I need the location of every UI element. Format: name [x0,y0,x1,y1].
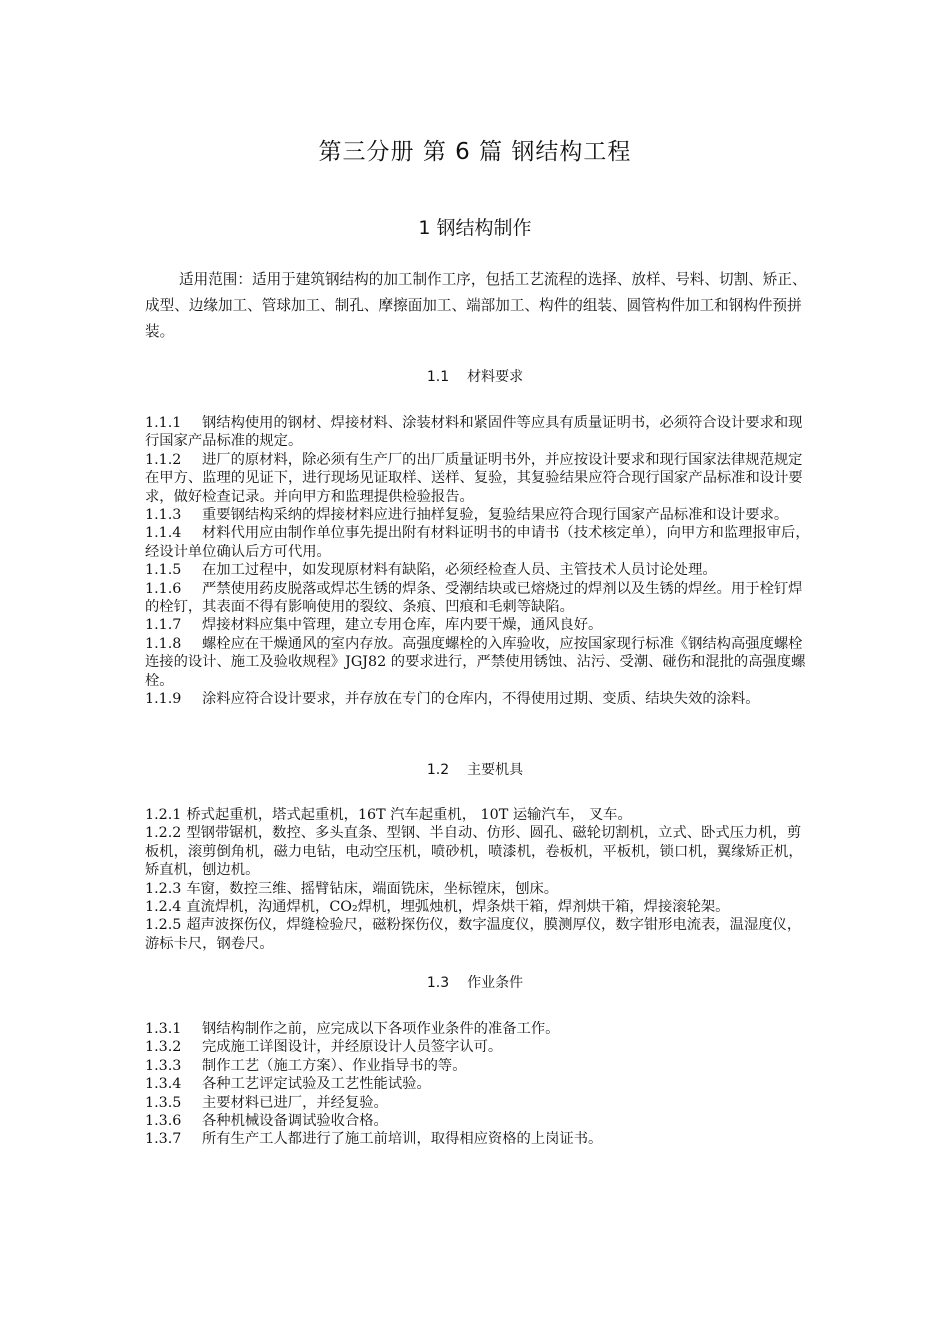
section-heading-text: 主要机具 [467,762,524,778]
list-item: 1.1.2 进厂的原材料，除必须有生产厂的出厂质量证明书外，并应按设计要求和现行国家法律规范规定在甲方、监理的见证下，进行现场见证取样、送样、复验，其复验结果应符合现行国家产品标准和设计要求，做好检查记录。并向甲方和监理提供检验报告。 [145,451,803,505]
list-item: 1.2.3 车窗，数控三维、摇臂钻床，端面铣床，坐标镗床，刨床。 [145,880,559,897]
list-item: 1.1.4 材料代用应由制作单位事先提出附有材料证明书的申请书（技术核定单），向甲方和监理报审后，经设计单位确认后方可代用。 [145,525,810,560]
list-item: 1.1.5 在加工过程中，如发现原材料有缺陷，必须经检查人员、主管技术人员讨论处理。 [145,562,717,579]
list-item: 1.2.5 超声波探伤仪，焊缝检验尺，磁粉探伤仪，数字温度仪，膜测厚仪，数字钳形电流表，温湿度仪，游标卡尺，钢卷尺。 [145,917,802,952]
section-heading-materials [0,366,950,386]
list-item: 1.1.1 钢结构使用的钢材、焊接材料、涂装材料和紧固件等应具有质量证明书，必须符合设计要求和现行国家产品标准的规定。 [145,415,803,450]
list-item: 1.1.9 涂料应符合设计要求，并存放在专门的仓库内，不得使用过期、变质、结块失效的涂料。 [145,691,760,708]
section-heading-conditions [0,972,950,992]
section-items-equipment [145,806,813,953]
section-number: 1.1 [426,369,450,385]
list-item: 1.3.2 完成施工详图设计，并经原设计人员签字认可。 [145,1039,503,1056]
section-items-conditions [145,1020,813,1149]
list-item: 1.2.1 桥式起重机，塔式起重机，16T 汽车起重机， 10T 运输汽车， 叉车。 [145,807,632,823]
list-item: 1.3.6 各种机械设备调试验收合格。 [145,1113,388,1130]
section-number: 1.2 [426,762,450,778]
section-heading-text: 作业条件 [467,975,524,991]
list-item: 1.3.5 主要材料已进厂，并经复验。 [145,1094,388,1111]
section-number: 1.3 [426,975,450,991]
list-item: 1.1.8 螺栓应在干燥通风的室内存放。高强度螺栓的入库验收，应按国家现行标准《钢结构高强度螺栓连接的设计、施工及验收规程》JGJ82 的要求进行，严禁使用锈蚀、沾污、受潮、碰伤和混批的高强度螺栓。 [145,635,806,689]
list-item: 1.3.4 各种工艺评定试验及工艺性能试验。 [145,1076,431,1093]
section-heading-text: 材料要求 [467,369,524,385]
list-item: 1.2.4 直流焊机，沟通焊机，CO₂焊机，埋弧烛机，焊条烘干箱，焊剂烘干箱，焊接滚轮架。 [145,899,730,916]
list-item: 1.1.6 严禁使用药皮脱落或焊芯生锈的焊条、受潮结块或已熔烧过的焊剂以及生锈的焊丝。用于栓钉焊的栓钉，其表面不得有影响使用的裂纹、条痕、凹痕和毛刺等缺陷。 [145,580,803,616]
list-item: 1.3.7 所有生产工人都进行了施工前培训，取得相应资格的上岗证书。 [145,1131,603,1148]
list-item: 1.1.7 焊接材料应集中管理，建立专用仓库，库内要干燥，通风良好。 [145,617,603,634]
list-item: 1.2.2 型钢带锯机，数控、多头直条、型钢、半自动、仿形、圆孔、磁轮切割机，立式、卧式压力机，剪板机，滚剪倒角机，磁力电钻，电动空压机，喷砂机，喷漆机，卷板机，平板机，锁口机，翼缘矫正机，矫直机，刨边机。 [145,825,803,879]
scope-paragraph: 适用范围：适用于建筑钢结构的加工制作工序，包括工艺流程的选择、放样、号料、切割、矫正、成型、边缘加工、管球加工、制孔、摩擦面加工、端部加工、构件的组装、圆管构件加工和钢构件预拼装。 [145,271,807,340]
document-title: 第三分册 第 6 篇 钢结构工程 [318,139,632,165]
chapter-title: 1 钢结构制作 [418,217,532,239]
list-item: 1.3.3 制作工艺（施工方案）、作业指导书的等。 [145,1057,467,1074]
list-item: 1.1.3 重要钢结构采纳的焊接材料应进行抽样复验，复验结果应符合现行国家产品标准和设计要求。 [145,507,789,524]
section-heading-equipment [0,759,950,779]
list-item: 1.3.1 钢结构制作之前，应完成以下各项作业条件的准备工作。 [145,1021,560,1037]
section-items-materials [145,414,813,709]
